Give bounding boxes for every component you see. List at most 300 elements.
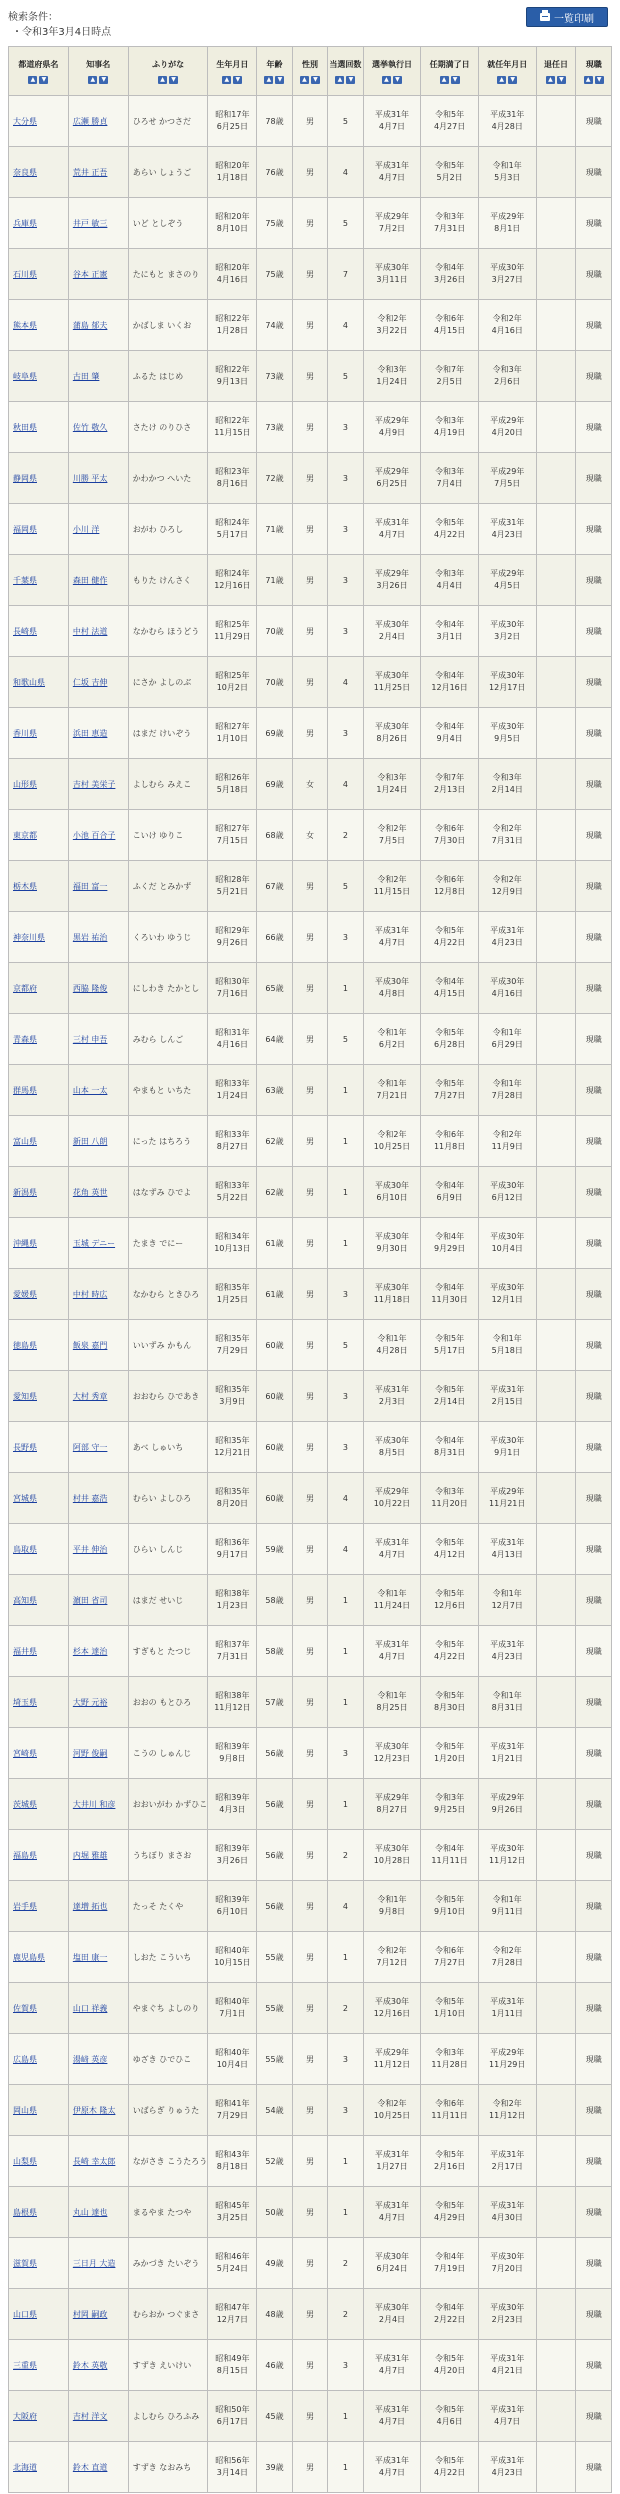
column-header-kana <box>128 47 208 96</box>
cell-election-date <box>363 1371 421 1422</box>
prefecture-link[interactable]: 青森県 <box>13 1034 37 1044</box>
cell-retirement <box>536 657 576 708</box>
expiry-era-year: 令和5年 <box>435 110 465 119</box>
cell-election-date <box>363 861 421 912</box>
expiry-month-day: 9月25日 <box>433 1805 466 1814</box>
cell-election-date <box>363 2136 421 2187</box>
cell-furigana: むらおか つぐまさ <box>128 2289 208 2340</box>
prefecture-link[interactable]: 鳥取県 <box>13 1544 37 1554</box>
prefecture-link[interactable]: 島根県 <box>13 2207 37 2217</box>
inauguration-era-year: 令和3年 <box>492 773 522 782</box>
election-month-day: 9月8日 <box>378 1907 406 1916</box>
prefecture-link[interactable]: 山口県 <box>13 2309 37 2319</box>
election-month-day: 3月11日 <box>376 275 408 284</box>
prefecture-link[interactable]: 広島県 <box>13 2054 37 2064</box>
governor-name-link[interactable]: 中村 法道 <box>72 626 108 636</box>
governor-name-link[interactable]: 蒲島 郁夫 <box>72 320 108 330</box>
prefecture-link[interactable]: 高知県 <box>13 1595 37 1605</box>
expiry-era-year: 令和5年 <box>435 1895 465 1904</box>
governor-name-link[interactable]: 大井川 和彦 <box>72 1799 116 1809</box>
cell-birthdate <box>208 96 257 147</box>
prefecture-link[interactable]: 兵庫県 <box>13 218 37 228</box>
sort-asc-icon[interactable]: ▲ <box>382 76 391 84</box>
cell-status: 現職 <box>576 1575 612 1626</box>
prefecture-link[interactable]: 神奈川県 <box>13 932 45 942</box>
governor-name-link[interactable]: 佐竹 敬久 <box>72 422 108 432</box>
governor-name-link[interactable]: 浜田 恵造 <box>72 728 108 738</box>
cell-retirement <box>536 1779 576 1830</box>
inauguration-month-day: 4月23日 <box>491 530 523 539</box>
birth-era-year: 昭和30年 <box>215 977 250 986</box>
sort-desc-icon[interactable]: ▼ <box>275 76 284 84</box>
cell-governor-name <box>68 2391 128 2442</box>
cell-prefecture <box>9 2442 69 2493</box>
prefecture-link[interactable]: 佐賀県 <box>13 2003 37 2013</box>
governor-name-link[interactable]: 広瀬 勝貞 <box>72 116 108 126</box>
governor-name-link[interactable]: 内堀 雅雄 <box>72 1850 108 1860</box>
birth-month-day: 3月25日 <box>216 2213 248 2222</box>
cell-retirement <box>536 1269 576 1320</box>
sort-asc-icon[interactable]: ▲ <box>335 76 344 84</box>
governor-name-link[interactable]: 山本 一太 <box>72 1085 108 1095</box>
sort-desc-icon[interactable]: ▼ <box>169 76 178 84</box>
cell-sex: 男 <box>292 1728 327 1779</box>
governor-name-link[interactable]: 大野 元裕 <box>72 1697 108 1707</box>
cell-sex: 男 <box>292 2187 327 2238</box>
cell-prefecture <box>9 2238 69 2289</box>
governor-name-link[interactable]: 花角 英世 <box>72 1187 108 1197</box>
governor-name-link[interactable]: 森田 健作 <box>72 575 108 585</box>
cell-term-expiry <box>421 2085 479 2136</box>
sort-desc-icon[interactable]: ▼ <box>311 76 320 84</box>
inauguration-era-year: 平成29年 <box>490 569 525 578</box>
sort-desc-icon[interactable]: ▼ <box>508 76 517 84</box>
governor-name-link[interactable]: 平井 伸治 <box>72 1544 108 1554</box>
prefecture-link[interactable]: 新潟県 <box>13 1187 37 1197</box>
cell-term-expiry <box>421 198 479 249</box>
cell-age: 55歳 <box>257 1932 292 1983</box>
cell-term-expiry <box>421 555 479 606</box>
prefecture-link[interactable]: 長野県 <box>13 1442 37 1452</box>
sort-asc-icon[interactable]: ▲ <box>584 76 593 84</box>
cell-retirement <box>536 759 576 810</box>
sort-asc-icon[interactable]: ▲ <box>264 76 273 84</box>
cell-furigana: ながさき こうたろう <box>128 2136 208 2187</box>
inauguration-era-year: 平成31年 <box>490 2354 525 2363</box>
cell-inauguration <box>478 198 536 249</box>
cell-age: 61歳 <box>257 1218 292 1269</box>
cell-birthdate <box>208 2085 257 2136</box>
cell-age: 60歳 <box>257 1320 292 1371</box>
expiry-month-day: 2月22日 <box>433 2315 466 2324</box>
governor-name-link[interactable]: 塩田 康一 <box>72 1952 108 1962</box>
governor-name-link[interactable]: 村岡 嗣政 <box>72 2309 108 2319</box>
cell-status: 現職 <box>576 2238 612 2289</box>
prefecture-link[interactable]: 秋田県 <box>13 422 37 432</box>
cell-status: 現職 <box>576 1065 612 1116</box>
governor-name-link[interactable]: 三日月 大造 <box>72 2258 116 2268</box>
cell-prefecture <box>9 1779 69 1830</box>
prefecture-link[interactable]: 千葉県 <box>13 575 37 585</box>
governor-name-link[interactable]: 古田 肇 <box>72 371 100 381</box>
governor-name-link[interactable]: 鈴木 直道 <box>72 2462 108 2472</box>
expiry-month-day: 8月31日 <box>433 1448 466 1457</box>
governor-name-link[interactable]: 小川 洋 <box>72 524 100 534</box>
sort-desc-icon[interactable]: ▼ <box>451 76 460 84</box>
prefecture-link[interactable]: 京都府 <box>13 983 37 993</box>
cell-governor-name <box>68 1065 128 1116</box>
cell-status: 現職 <box>576 2289 612 2340</box>
cell-age: 73歳 <box>257 402 292 453</box>
table-row <box>9 1932 612 1983</box>
governor-name-link[interactable]: 小池 百合子 <box>72 830 116 840</box>
governor-name-link[interactable]: 川勝 平太 <box>72 473 108 483</box>
inauguration-era-year: 平成30年 <box>490 1436 525 1445</box>
expiry-month-day: 4月20日 <box>433 2366 466 2375</box>
governor-name-link[interactable]: 村井 嘉浩 <box>72 1493 108 1503</box>
election-era-year: 平成29年 <box>374 212 410 221</box>
prefecture-link[interactable]: 鹿児島県 <box>13 1952 45 1962</box>
expiry-month-day: 4月6日 <box>436 2417 463 2426</box>
prefecture-link[interactable]: 静岡県 <box>13 473 37 483</box>
prefecture-link[interactable]: 和歌山県 <box>13 677 45 687</box>
cell-age: 71歳 <box>257 504 292 555</box>
governor-name-link[interactable]: 濵田 省司 <box>72 1595 108 1605</box>
governor-name-link[interactable]: 達増 拓也 <box>72 1901 108 1911</box>
prefecture-link[interactable]: 群馬県 <box>13 1085 37 1095</box>
prefecture-link[interactable]: 長崎県 <box>13 626 37 636</box>
inauguration-month-day: 6月12日 <box>491 1193 523 1202</box>
print-list-button[interactable] <box>526 7 608 27</box>
prefecture-link[interactable]: 北海道 <box>13 2462 37 2472</box>
table-row <box>9 1575 612 1626</box>
cell-prefecture <box>9 810 69 861</box>
sort-asc-icon[interactable]: ▲ <box>300 76 309 84</box>
governor-name-link[interactable]: 杉本 達治 <box>72 1646 108 1656</box>
prefecture-link[interactable]: 富山県 <box>13 1136 37 1146</box>
inauguration-month-day: 8月31日 <box>491 1703 523 1712</box>
governor-name-link[interactable]: 吉村 美栄子 <box>72 779 116 789</box>
governor-name-link[interactable]: 吉村 洋文 <box>72 2411 108 2421</box>
prefecture-link[interactable]: 滋賀県 <box>13 2258 37 2268</box>
election-month-day: 10月28日 <box>373 1856 411 1865</box>
cell-sex: 男 <box>292 1626 327 1677</box>
cell-furigana: よしむら ひろふみ <box>128 2391 208 2442</box>
prefecture-link[interactable]: 石川県 <box>13 269 37 279</box>
election-era-year: 平成30年 <box>374 1181 410 1190</box>
governor-name-link[interactable]: 福田 富一 <box>72 881 108 891</box>
prefecture-link[interactable]: 宮城県 <box>13 1493 37 1503</box>
cell-status: 現職 <box>576 1269 612 1320</box>
governor-name-link[interactable]: 鈴木 英敬 <box>72 2360 108 2370</box>
prefecture-link[interactable]: 岩手県 <box>13 1901 37 1911</box>
cell-prefecture <box>9 2391 69 2442</box>
cell-birthdate <box>208 708 257 759</box>
expiry-month-day: 5月17日 <box>433 1346 466 1355</box>
expiry-month-day: 7月27日 <box>433 1958 466 1967</box>
sort-asc-icon[interactable]: ▲ <box>88 76 97 84</box>
cell-furigana: おおの もとひろ <box>128 1677 208 1728</box>
cell-furigana: ふるた はじめ <box>128 351 208 402</box>
cell-governor-name <box>68 453 128 504</box>
cell-retirement <box>536 1626 576 1677</box>
cell-sex: 男 <box>292 1167 327 1218</box>
cell-governor-name <box>68 1422 128 1473</box>
inauguration-era-year: 平成31年 <box>490 518 525 527</box>
cell-status: 現職 <box>576 1014 612 1065</box>
inauguration-month-day: 4月7日 <box>494 2417 521 2426</box>
inauguration-month-day: 11月12日 <box>489 1856 526 1865</box>
birth-month-day: 5月21日 <box>216 887 248 896</box>
cell-retirement <box>536 1575 576 1626</box>
cell-sex: 男 <box>292 1779 327 1830</box>
cell-election-count: 3 <box>328 1728 363 1779</box>
cell-age: 69歳 <box>257 708 292 759</box>
expiry-era-year: 令和4年 <box>435 977 465 986</box>
cell-prefecture <box>9 1269 69 1320</box>
expiry-era-year: 令和3年 <box>435 1487 465 1496</box>
sort-desc-icon[interactable]: ▼ <box>346 76 355 84</box>
governor-name-link[interactable]: 井戸 敏三 <box>72 218 108 228</box>
governor-name-link[interactable]: 伊原木 隆太 <box>72 2105 116 2115</box>
expiry-era-year: 令和3年 <box>435 212 465 221</box>
inauguration-era-year: 平成31年 <box>490 1640 525 1649</box>
prefecture-link[interactable]: 大阪府 <box>13 2411 37 2421</box>
cell-status: 現職 <box>576 555 612 606</box>
cell-birthdate <box>208 657 257 708</box>
governor-name-link[interactable]: 河野 俊嗣 <box>72 1748 108 1758</box>
prefecture-link[interactable]: 埼玉県 <box>13 1697 37 1707</box>
cell-sex: 男 <box>292 453 327 504</box>
cell-governor-name <box>68 555 128 606</box>
sort-desc-icon[interactable]: ▼ <box>233 76 242 84</box>
cell-sex: 男 <box>292 1320 327 1371</box>
prefecture-link[interactable]: 岐阜県 <box>13 371 37 381</box>
sort-desc-icon[interactable]: ▼ <box>99 76 108 84</box>
inauguration-month-day: 3月2日 <box>494 632 521 641</box>
sort-asc-icon[interactable]: ▲ <box>28 76 37 84</box>
sort-desc-icon[interactable]: ▼ <box>393 76 402 84</box>
expiry-era-year: 令和5年 <box>435 1385 465 1394</box>
cell-prefecture <box>9 657 69 708</box>
prefecture-link[interactable]: 熊本県 <box>13 320 37 330</box>
governor-name-link[interactable]: 新田 八朗 <box>72 1136 108 1146</box>
cell-birthdate <box>208 1932 257 1983</box>
cell-status: 現職 <box>576 1626 612 1677</box>
cell-governor-name <box>68 504 128 555</box>
sort-asc-icon[interactable]: ▲ <box>158 76 167 84</box>
governor-name-link[interactable]: 山口 祥義 <box>72 2003 108 2013</box>
election-month-day: 7月5日 <box>378 836 406 845</box>
cell-furigana: たまき でにー <box>128 1218 208 1269</box>
expiry-era-year: 令和3年 <box>435 2048 465 2057</box>
governor-name-link[interactable]: 阿部 守一 <box>72 1442 108 1452</box>
cell-retirement <box>536 2289 576 2340</box>
cell-election-date <box>363 402 421 453</box>
inauguration-month-day: 2月6日 <box>494 377 521 386</box>
election-month-day: 4月7日 <box>378 2468 406 2477</box>
prefecture-link[interactable]: 東京都 <box>13 830 37 840</box>
birth-era-year: 昭和17年 <box>215 110 250 119</box>
cell-status: 現職 <box>576 606 612 657</box>
prefecture-link[interactable]: 三重県 <box>13 2360 37 2370</box>
election-era-year: 平成30年 <box>374 2303 410 2312</box>
expiry-month-day: 4月15日 <box>433 989 466 998</box>
inauguration-era-year: 平成30年 <box>490 671 525 680</box>
governor-name-link[interactable]: 三村 申吾 <box>72 1034 108 1044</box>
table-row <box>9 1014 612 1065</box>
cell-birthdate <box>208 2136 257 2187</box>
inauguration-era-year: 平成29年 <box>490 2048 525 2057</box>
cell-election-count: 1 <box>328 2442 363 2493</box>
cell-election-date <box>363 1728 421 1779</box>
sort-asc-icon[interactable]: ▲ <box>546 76 555 84</box>
cell-inauguration <box>478 606 536 657</box>
sort-asc-icon[interactable]: ▲ <box>497 76 506 84</box>
election-month-day: 8月25日 <box>376 1703 408 1712</box>
inauguration-era-year: 平成31年 <box>490 2150 525 2159</box>
cell-term-expiry <box>421 1932 479 1983</box>
cell-furigana: にしわき たかとし <box>128 963 208 1014</box>
cell-election-count: 2 <box>328 810 363 861</box>
prefecture-link[interactable]: 岡山県 <box>13 2105 37 2115</box>
birth-era-year: 昭和38年 <box>215 1691 250 1700</box>
sort-asc-icon[interactable]: ▲ <box>440 76 449 84</box>
cell-status: 現職 <box>576 453 612 504</box>
cell-prefecture <box>9 2085 69 2136</box>
prefecture-link[interactable]: 愛知県 <box>13 1391 37 1401</box>
expiry-era-year: 令和5年 <box>435 1028 465 1037</box>
election-era-year: 平成31年 <box>374 1538 410 1547</box>
cell-birthdate <box>208 2238 257 2289</box>
cell-governor-name <box>68 351 128 402</box>
cell-furigana: なかむら ほうどう <box>128 606 208 657</box>
prefecture-link[interactable]: 福島県 <box>13 1850 37 1860</box>
sort-asc-icon[interactable]: ▲ <box>222 76 231 84</box>
cell-retirement <box>536 2136 576 2187</box>
cell-election-date <box>363 198 421 249</box>
expiry-era-year: 令和4年 <box>435 1232 465 1241</box>
election-era-year: 令和1年 <box>377 1691 407 1700</box>
governor-name-link[interactable]: 荒井 正吾 <box>72 167 108 177</box>
cell-election-count: 1 <box>328 1575 363 1626</box>
election-era-year: 令和2年 <box>377 1946 407 1955</box>
prefecture-link[interactable]: 香川県 <box>13 728 37 738</box>
cell-age: 56歳 <box>257 1779 292 1830</box>
prefecture-link[interactable]: 栃木県 <box>13 881 37 891</box>
expiry-era-year: 令和4年 <box>435 1436 465 1445</box>
cell-birthdate <box>208 1269 257 1320</box>
prefecture-link[interactable]: 宮崎県 <box>13 1748 37 1758</box>
prefecture-link[interactable]: 奈良県 <box>13 167 37 177</box>
cell-furigana: おおいがわ かずひこ <box>128 1779 208 1830</box>
sort-desc-icon[interactable]: ▼ <box>557 76 566 84</box>
cell-sex: 男 <box>292 2136 327 2187</box>
prefecture-link[interactable]: 徳島県 <box>13 1340 37 1350</box>
column-header-elect <box>363 47 421 96</box>
cell-governor-name <box>68 147 128 198</box>
expiry-era-year: 令和3年 <box>435 1793 465 1802</box>
sort-controls <box>584 76 604 84</box>
governor-name-link[interactable]: 大村 秀章 <box>72 1391 108 1401</box>
cell-term-expiry <box>421 1779 479 1830</box>
cell-inauguration <box>478 402 536 453</box>
prefecture-link[interactable]: 山梨県 <box>13 2156 37 2166</box>
expiry-era-year: 令和6年 <box>435 1130 465 1139</box>
cell-term-expiry <box>421 2187 479 2238</box>
election-era-year: 平成31年 <box>374 1385 410 1394</box>
cell-election-date <box>363 1779 421 1830</box>
column-header-start <box>478 47 536 96</box>
governor-name-link[interactable]: 中村 時広 <box>72 1289 108 1299</box>
governor-name-link[interactable]: 玉城 デニー <box>72 1238 116 1248</box>
governor-name-link[interactable]: 飯泉 嘉門 <box>72 1340 108 1350</box>
inauguration-month-day: 11月9日 <box>491 1142 523 1151</box>
prefecture-link[interactable]: 沖縄県 <box>13 1238 37 1248</box>
cell-retirement <box>536 963 576 1014</box>
cell-term-expiry <box>421 1830 479 1881</box>
election-month-day: 10月25日 <box>373 2111 411 2120</box>
cell-retirement <box>536 861 576 912</box>
cell-inauguration <box>478 2442 536 2493</box>
cell-election-date <box>363 1014 421 1065</box>
cell-birthdate <box>208 1065 257 1116</box>
cell-sex: 男 <box>292 1473 327 1524</box>
cell-term-expiry <box>421 96 479 147</box>
cell-inauguration <box>478 1881 536 1932</box>
inauguration-era-year: 平成30年 <box>490 2303 525 2312</box>
election-month-day: 3月26日 <box>376 581 408 590</box>
prefecture-link[interactable]: 茨城県 <box>13 1799 37 1809</box>
expiry-month-day: 11月8日 <box>433 1142 466 1151</box>
table-row <box>9 2391 612 2442</box>
prefecture-link[interactable]: 愛媛県 <box>13 1289 37 1299</box>
expiry-month-day: 12月6日 <box>433 1601 466 1610</box>
expiry-month-day: 3月26日 <box>433 275 466 284</box>
governor-name-link[interactable]: 丸山 達也 <box>72 2207 108 2217</box>
cell-governor-name <box>68 606 128 657</box>
cell-prefecture <box>9 1371 69 1422</box>
prefecture-link[interactable]: 大分県 <box>13 116 37 126</box>
cell-retirement <box>536 1983 576 2034</box>
cell-governor-name <box>68 402 128 453</box>
sort-desc-icon[interactable]: ▼ <box>39 76 48 84</box>
column-header-label: 生年月日 <box>216 59 249 69</box>
cell-retirement <box>536 708 576 759</box>
cell-prefecture <box>9 1320 69 1371</box>
prefecture-link[interactable]: 福井県 <box>13 1646 37 1656</box>
prefecture-link[interactable]: 福岡県 <box>13 524 37 534</box>
cell-election-date <box>363 1473 421 1524</box>
birth-month-day: 4月16日 <box>216 1040 248 1049</box>
cell-status: 現職 <box>576 96 612 147</box>
governor-name-link[interactable]: 谷本 正憲 <box>72 269 108 279</box>
sort-desc-icon[interactable]: ▼ <box>595 76 604 84</box>
cell-prefecture <box>9 1167 69 1218</box>
expiry-month-day: 7月27日 <box>433 1091 466 1100</box>
governor-name-link[interactable]: 長崎 幸太郎 <box>72 2156 116 2166</box>
governor-name-link[interactable]: 黒岩 祐治 <box>72 932 108 942</box>
inauguration-era-year: 平成30年 <box>490 620 525 629</box>
cell-governor-name <box>68 1728 128 1779</box>
expiry-month-day: 5月2日 <box>436 173 463 182</box>
cell-election-count: 1 <box>328 1677 363 1728</box>
governor-name-link[interactable]: 湯﨑 英彦 <box>72 2054 108 2064</box>
prefecture-link[interactable]: 山形県 <box>13 779 37 789</box>
governor-name-link[interactable]: 西脇 隆俊 <box>72 983 108 993</box>
cell-election-count: 1 <box>328 1116 363 1167</box>
governor-name-link[interactable]: 仁坂 吉伸 <box>72 677 108 687</box>
